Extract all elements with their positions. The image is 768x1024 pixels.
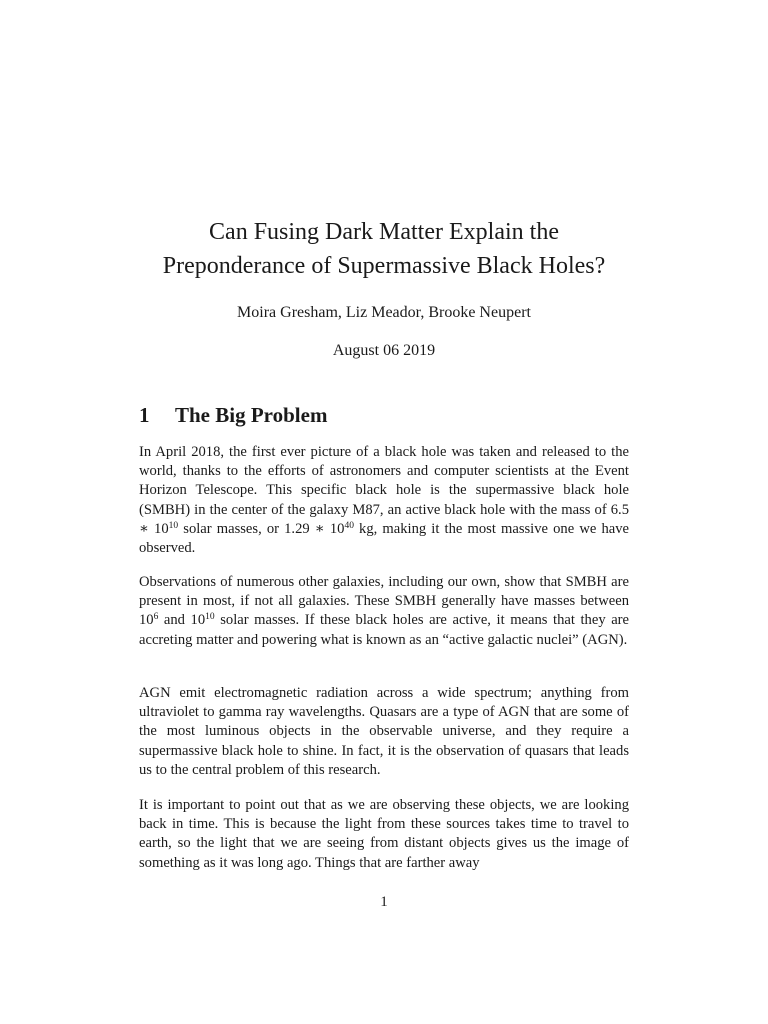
paragraph-1-text-a: In April 2018, the first ever picture of a black hole was taken and released to the world, thanks to the efforts of astronomers and computer scientists at the Event Horizon Telescope. This specific black hole is the supermassive black hole (SMBH) in the center of the galaxy M87, an active black hole with the mass of 6.5 ∗ 10 [139, 444, 629, 537]
section-number: 1 [139, 403, 150, 427]
paragraph-2-text-b: and 10 [158, 612, 206, 629]
page-number: 1 [380, 894, 388, 910]
paragraph-1-exponent-2: 40 [344, 520, 354, 531]
paragraph-3: AGN emit electromagnetic radiation across a wide spectrum; anything from ultraviolet to gamma ray wavelengths. Quasars are a type of AGN that are some of the most luminous objects in the observable universe, and they require a supermassive black hole to shine. In fact, it is the observation of quasars that leads us to the central problem of this research. [139, 685, 629, 778]
section-title: The Big Problem [175, 403, 328, 427]
paragraph-2-exponent-2: 10 [205, 612, 215, 623]
paragraph-2 [139, 573, 629, 650]
paragraph-1-text-b: solar masses, or 1.29 ∗ 10 [178, 520, 345, 537]
date: August 06 2019 [332, 342, 436, 359]
section-heading [139, 401, 327, 429]
paragraph-1 [139, 443, 629, 558]
paragraph-4: It is important to point out that as we are observing these objects, we are looking back in time. This is because the light from these sources takes time to travel to earth, so the light that we are seeing from distant objects gives us the image of something as it was long ago. Things that are farther away [139, 797, 629, 871]
title-line-1: Can Fusing Dark Matter Explain the [209, 219, 559, 245]
paragraph-2-exponent-1: 6 [153, 612, 159, 623]
paragraph-2-text-c: solar masses. If these black holes are active, it means that they are accreting matter and powering what is known as an “active galactic nuclei” (AGN). [139, 612, 630, 648]
paragraph-1-text-c: kg, making it the most massive one we have observed. [139, 520, 629, 557]
paragraph-1-exponent-1: 10 [168, 520, 179, 531]
paragraph-2-text-a: Observations of numerous other galaxies, including our own, show that SMBH are present in most, if not all galaxies. These SMBH generally have masses between 10 [139, 574, 629, 629]
title-line-2: Preponderance of Supermassive Black Holes? [162, 253, 606, 279]
authors: Moira Gresham, Liz Meador, Brooke Neupert [237, 304, 531, 321]
